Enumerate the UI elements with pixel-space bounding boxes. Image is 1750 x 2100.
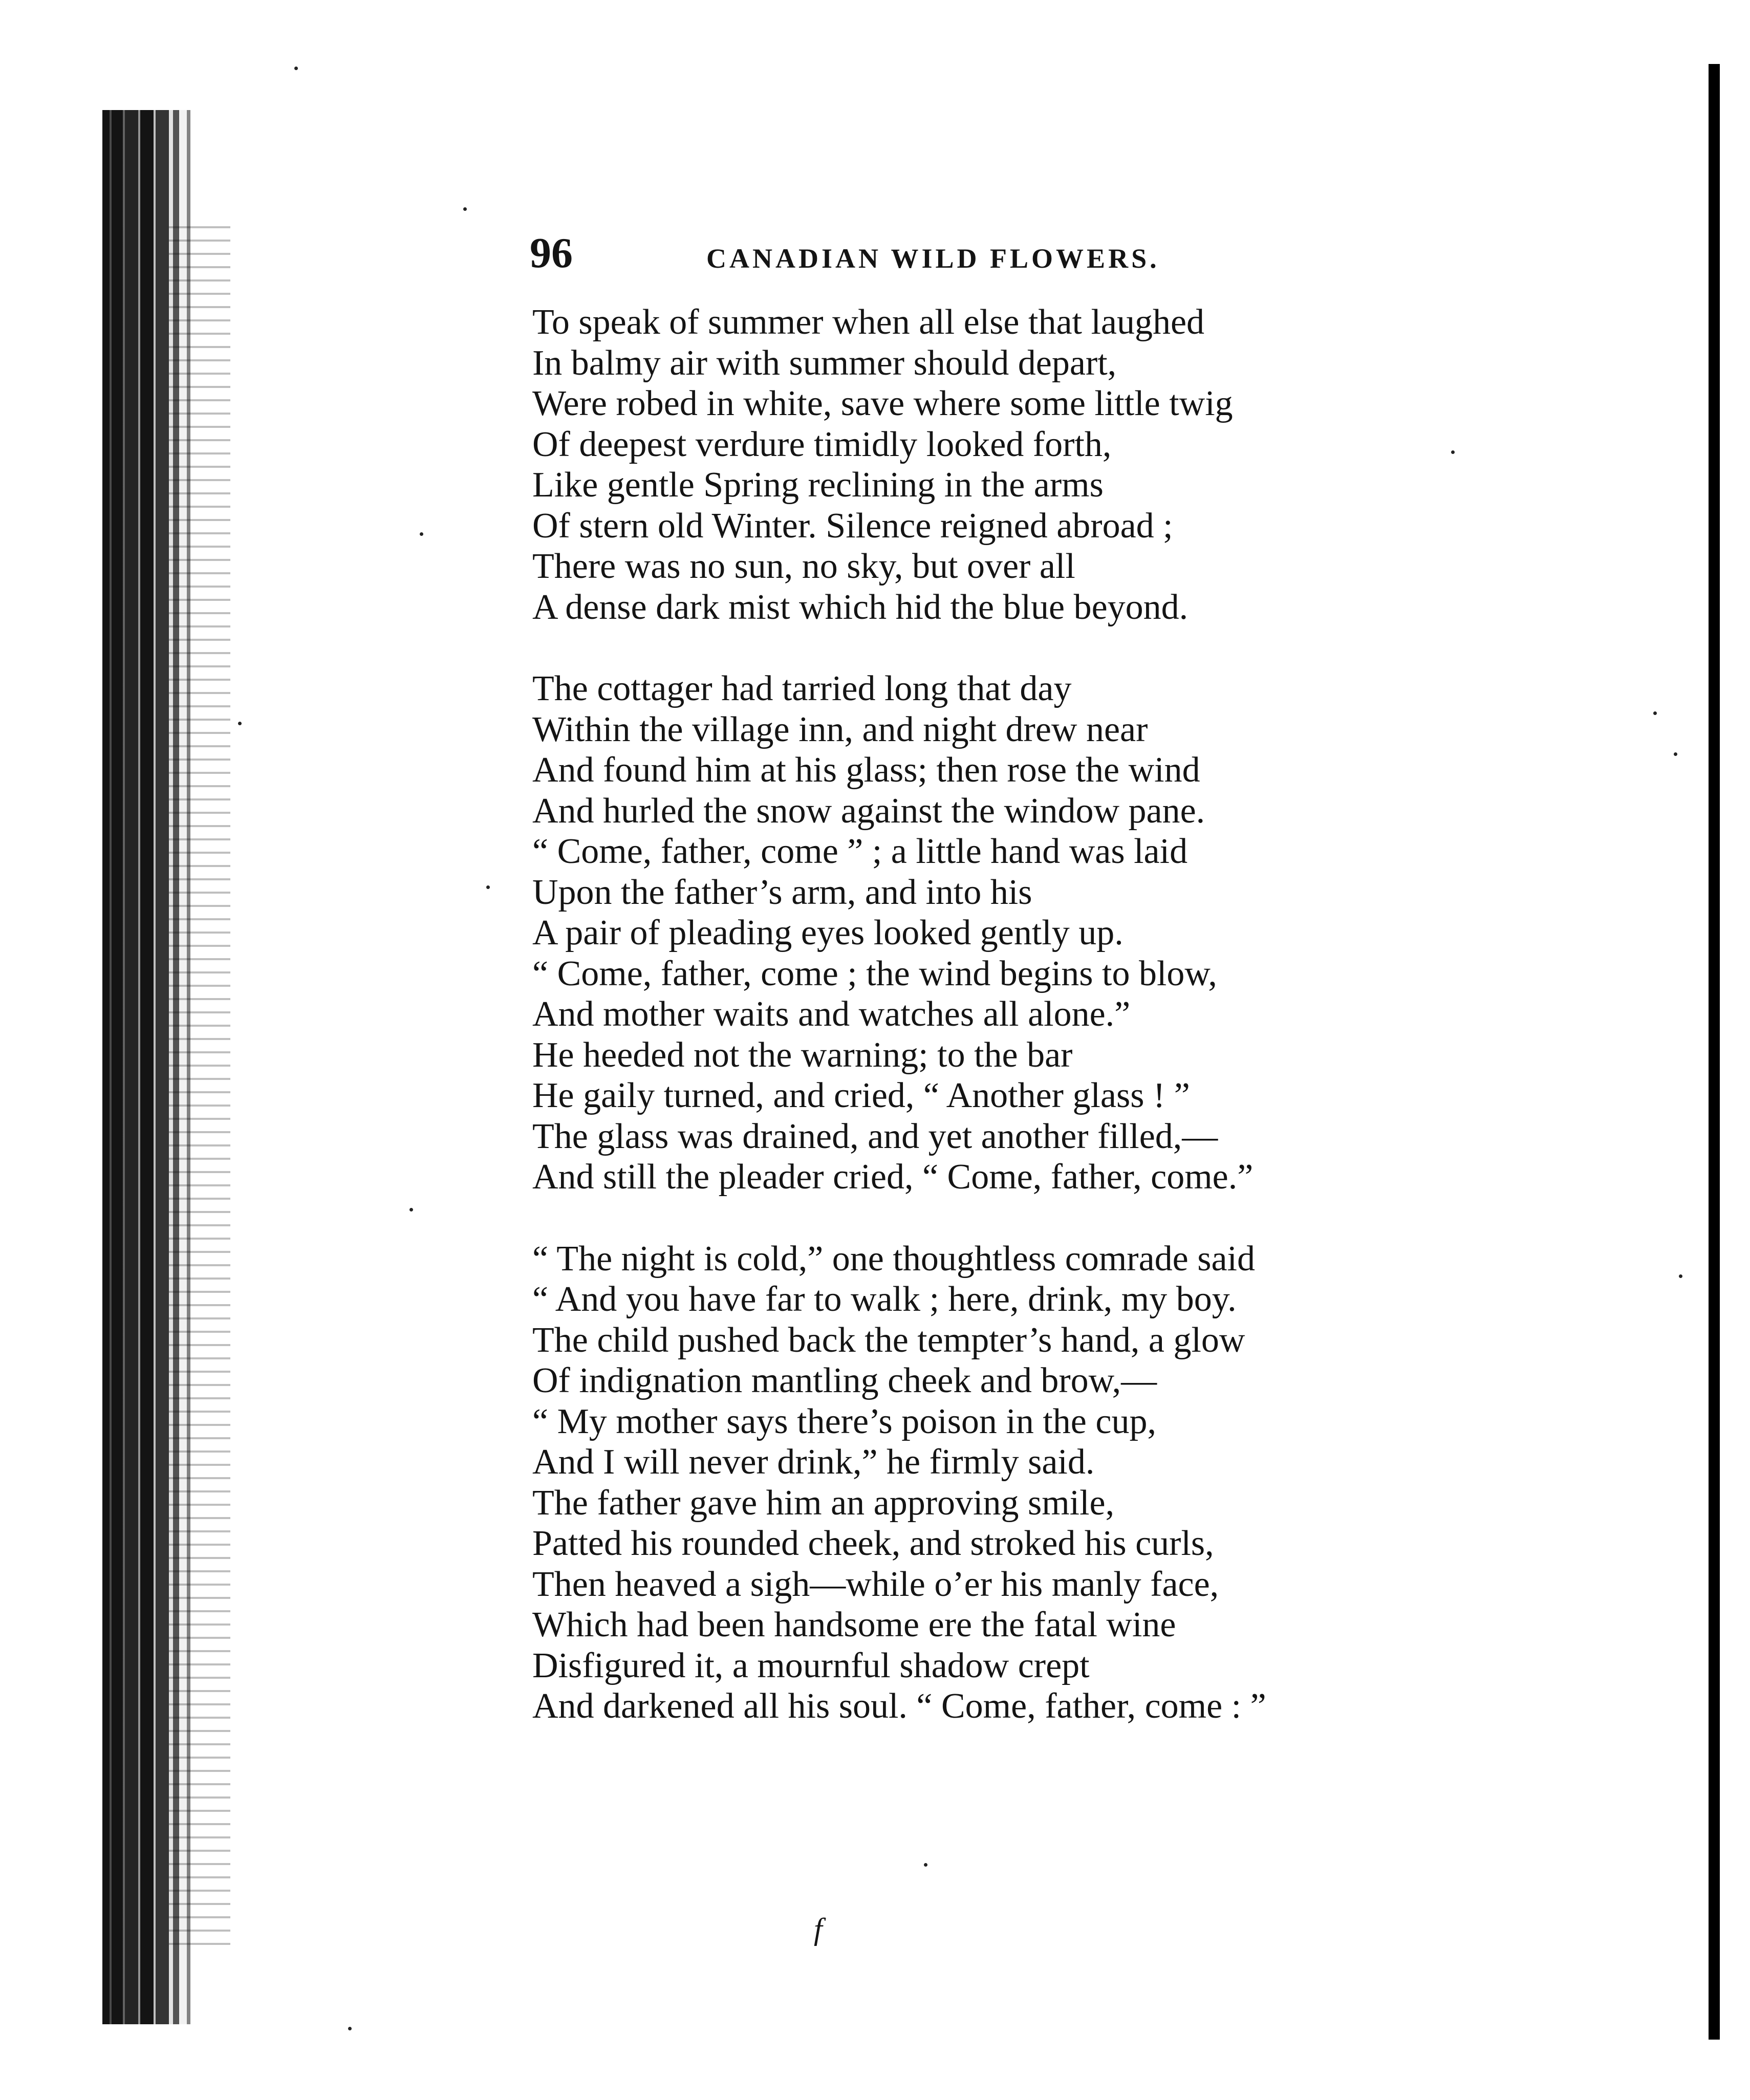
poem-line: “ Come, father, come ” ; a little hand was laid	[532, 832, 1188, 871]
poem-line: And mother waits and watches all alone.”	[532, 994, 1131, 1034]
poem-line: Disfigured it, a mournful shadow crept	[532, 1646, 1090, 1685]
scan-speck	[1653, 711, 1657, 715]
poem-line: Were robed in white, save where some little twig	[532, 384, 1233, 423]
scan-speck	[924, 1863, 927, 1867]
page-number: 96	[530, 229, 573, 277]
poem-line: Upon the father’s arm, and into his	[532, 872, 1032, 912]
scan-speck	[409, 1208, 413, 1211]
poem-line: And darkened all his soul. “ Come, father, come : ”	[532, 1686, 1266, 1726]
poem-line: There was no sun, no sky, but over all	[532, 547, 1075, 586]
scan-speck	[1674, 752, 1677, 756]
page-edge-bar	[1709, 64, 1720, 2040]
page-header	[530, 225, 1298, 282]
stanza-1	[532, 302, 1495, 627]
stanza-3	[532, 1239, 1495, 1727]
poem-line: In balmy air with summer should depart,	[532, 343, 1117, 383]
poem-line: A dense dark mist which hid the blue beyond.	[532, 587, 1189, 627]
poem-line: A pair of pleading eyes looked gently up.	[532, 913, 1124, 952]
poem-line: “ My mother says there’s poison in the cup,	[532, 1401, 1156, 1441]
poem-line: He heeded not the warning; to the bar	[532, 1035, 1073, 1075]
poem-line: Like gentle Spring reclining in the arms	[532, 465, 1104, 505]
poem-line: The glass was drained, and yet another filled,—	[532, 1116, 1218, 1156]
poem-line: To speak of summer when all else that laughed	[532, 302, 1205, 342]
poem-line: “ And you have far to walk ; here, drink, my boy.	[532, 1280, 1237, 1319]
poem-line: Of deepest verdure timidly looked forth,	[532, 424, 1112, 464]
poem-line: Of stern old Winter. Silence reigned abroad ;	[532, 506, 1173, 546]
scan-speck	[348, 2027, 352, 2030]
footer-mark: f	[814, 1912, 823, 1946]
scan-gutter-noise	[169, 215, 230, 1955]
poem-line: The father gave him an approving smile,	[532, 1483, 1115, 1523]
poem-line: And still the pleader cried, “ Come, father, come.”	[532, 1157, 1254, 1197]
poem-line: Patted his rounded cheek, and stroked his curls,	[532, 1524, 1214, 1563]
poem-line: And hurled the snow against the window pane.	[532, 791, 1205, 831]
scan-speck	[486, 885, 490, 889]
poem-line: “ The night is cold,” one thoughtless comrade said	[532, 1239, 1255, 1279]
scan-speck	[294, 67, 298, 70]
scan-speck	[463, 207, 467, 211]
poem-body	[532, 302, 1495, 1727]
poem-line: Within the village inn, and night drew near	[532, 709, 1148, 749]
scan-speck	[238, 722, 242, 725]
poem-line: Then heaved a sigh—while o’er his manly face,	[532, 1564, 1219, 1604]
poem-line: Which had been handsome ere the fatal wine	[532, 1605, 1176, 1644]
poem-line: And I will never drink,” he firmly said.	[532, 1442, 1095, 1482]
poem-line: “ Come, father, come ; the wind begins to blow,	[532, 954, 1217, 993]
poem-line: The cottager had tarried long that day	[532, 669, 1072, 708]
scan-speck	[1679, 1274, 1682, 1278]
scan-speck	[420, 532, 423, 536]
poem-line: He gaily turned, and cried, “ Another glass ! ”	[532, 1076, 1190, 1115]
stanza-2	[532, 668, 1495, 1198]
poem-line: Of indignation mantling cheek and brow,—	[532, 1361, 1157, 1400]
running-title: CANADIAN WILD FLOWERS.	[706, 243, 1160, 274]
poem-line: And found him at his glass; then rose the wind	[532, 750, 1200, 790]
poem-line: The child pushed back the tempter’s hand, a glow	[532, 1320, 1245, 1360]
